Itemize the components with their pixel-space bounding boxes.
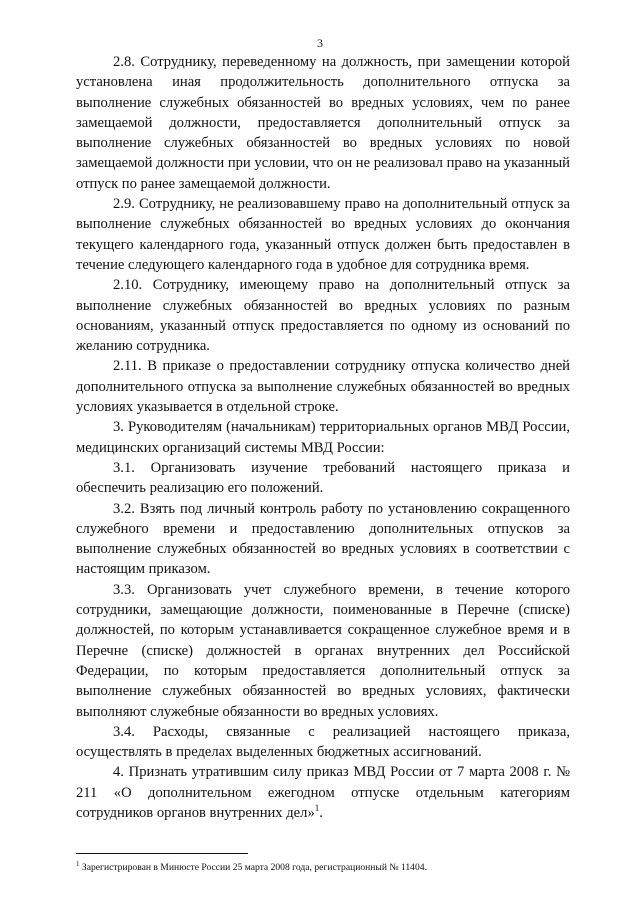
footnote-reference: 1: [314, 803, 320, 814]
paragraph-text: Руководителям (начальникам) территориальных органов МВД России, медицинских организаций системы МВД России:: [76, 419, 570, 456]
document-body: [76, 52, 570, 823]
paragraph-3: [76, 417, 570, 458]
paragraph-end-punctuation: .: [319, 804, 323, 821]
paragraph-number: 3.4.: [113, 723, 135, 740]
paragraph-number: 3.2.: [113, 500, 135, 517]
paragraph-text: Сотруднику, переведенному на должность, при замещении которой установлена иная продолжительность дополнительного отпуска за выполнение служебных обязанностей во вредных условиях, чем по ранее замещаемой должности, предоставляется дополнительный отпуск за выполнение служебных обязанностей во вредных условиях по новой замещаемой должности при условии, что он не реализовал право на указанный отпуск по ранее замещаемой должности.: [76, 54, 570, 192]
footnote-text: Зарегистрирован в Минюсте России 25 марта 2008 года, регистрационный № 11404.: [81, 862, 427, 874]
paragraph-4: [76, 762, 570, 823]
paragraph-number: 3.1.: [113, 459, 135, 476]
paragraph-3-2: [76, 499, 570, 580]
paragraph-number: 3.3.: [113, 581, 135, 598]
paragraph-number: 2.11.: [113, 358, 142, 375]
paragraph-number: 2.9.: [113, 196, 135, 213]
paragraph-text: Сотруднику, имеющему право на дополнительный отпуск за выполнение служебных обязанностей во вредных условиях по разным основаниям, указанный отпуск предоставляется по одному из оснований по желанию сотрудника.: [76, 277, 571, 355]
paragraph-number: 3.: [113, 419, 124, 436]
paragraph-number: 4.: [113, 764, 124, 781]
paragraph-number: 2.8.: [113, 54, 135, 70]
paragraph-text: В приказе о предоставлении сотруднику отпуска количество дней дополнительного отпуска за выполнение служебных обязанностей во вредных условиях указывается в отдельной строке.: [76, 358, 570, 416]
paragraph-3-4: [76, 722, 570, 763]
paragraph-text: Расходы, связанные с реализацией настоящего приказа, осуществлять в пределах выделенных бюджетных ассигнований.: [76, 723, 570, 761]
footnote: [76, 858, 570, 874]
paragraph-text: Признать утратившим силу приказ МВД России от 7 марта 2008 г. № 211 «О дополнительном ежегодном отпуске отдельным категориям сотрудников органов внутренних дел»: [76, 764, 571, 821]
footnote-marker: 1: [76, 860, 80, 868]
paragraph-number: 2.10.: [113, 277, 143, 294]
paragraph-3-3: [76, 580, 570, 722]
page-number: 3: [317, 36, 323, 50]
paragraph-2-8: [76, 52, 570, 194]
paragraph-text: Организовать изучение требований настоящего приказа и обеспечить реализацию его положений.: [76, 459, 570, 497]
paragraph-2-9: [76, 194, 570, 275]
paragraph-2-11: [76, 356, 570, 417]
paragraph-3-1: [76, 458, 570, 499]
paragraph-2-10: [76, 275, 570, 356]
footnote-separator: [76, 853, 248, 854]
paragraph-text: Организовать учет служебного времени, в течение которого сотрудники, замещающие должности, поименованные в Перечне (списке) должностей, по которым устанавливается сокращенное служебное время и в Перечне (списке) должностей в органах внутренних дел Российской Федерации, по которым предоставляется дополнительный отпуск за выполнение служебных обязанностей во вредных условиях, фактически выполняют служебные обязанности во вредных условиях.: [76, 581, 570, 720]
paragraph-text: Взять под личный контроль работу по установлению сокращенного служебного времени и предоставлению дополнительных отпусков за выполнение служебных обязанностей во вредных условиях в соответствии с настоящим приказом.: [76, 500, 570, 578]
paragraph-text: Сотруднику, не реализовавшему право на дополнительный отпуск за выполнение служебных обязанностей во вредных условиях до окончания текущего календарного года, указанный отпуск должен быть предоставлен в течение следующего календарного года в удобное для сотрудника время.: [76, 196, 570, 273]
